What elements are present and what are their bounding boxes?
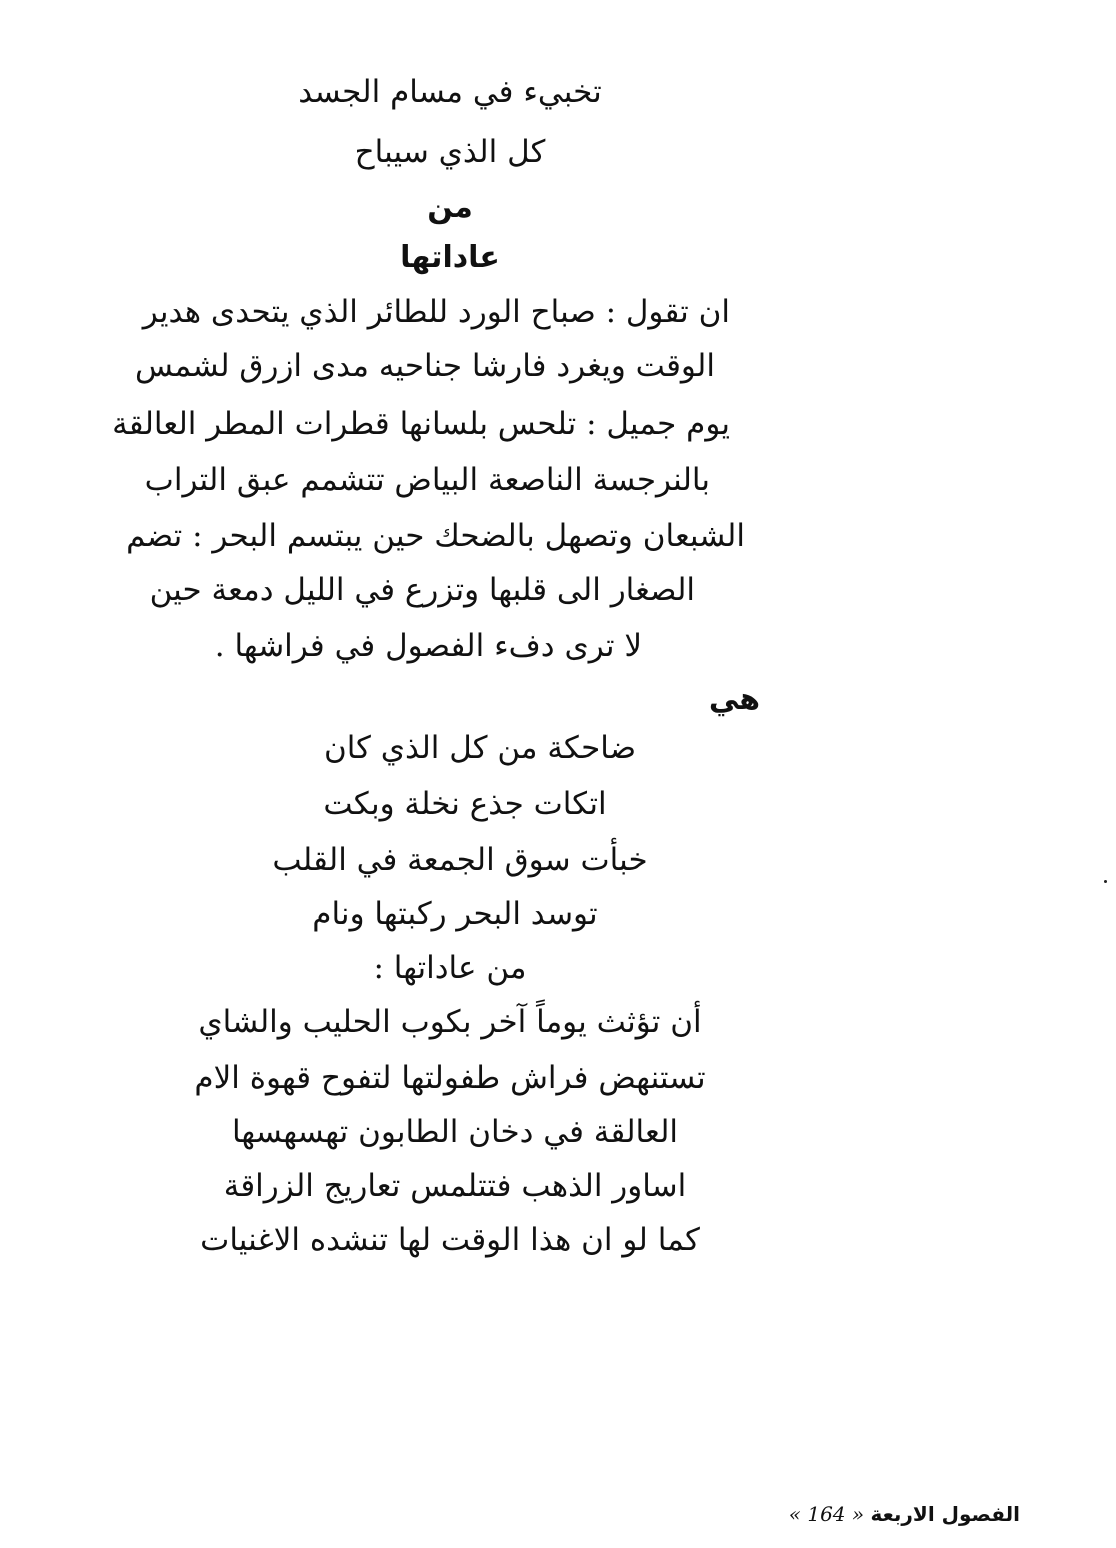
paragraph-line-7: لا ترى دفء الفصول في فراشها .	[214, 628, 642, 664]
stanza1-line-1: تخبيء في مسام الجسد	[298, 74, 602, 110]
paragraph-line-1: ان تقول : صباح الورد للطائر الذي يتحدى هدير	[142, 294, 730, 330]
stanza1-line-2: كل الذي سيباح	[354, 134, 546, 170]
stanza2-line-10: كما لو ان هذا الوقت لها تنشده الاغنيات	[200, 1222, 700, 1258]
stanza2-line-1: ضاحكة من كل الذي كان	[323, 730, 637, 766]
page-footer	[780, 1502, 1020, 1526]
stanza2-line-9: اساور الذهب فتتلمس تعاريج الزراقة	[223, 1168, 687, 1204]
paragraph-line-5: الشبعان وتصهل بالضحك حين يبتسم البحر : تضم	[126, 518, 745, 554]
stanza2-line-5: من عاداتها :	[373, 950, 527, 986]
paragraph-line-2: الوقت ويغرد فارشا جناحيه مدى ازرق لشمس	[135, 348, 715, 384]
paragraph-line-3: يوم جميل : تلحس بلسانها قطرات المطر العالقة	[112, 406, 730, 442]
footer-book-title: الفصول الاربعة	[870, 1502, 1020, 1526]
stanza2-line-7: تستنهض فراش طفولتها لتفوح قهوة الام	[194, 1060, 706, 1096]
stray-dot-mark	[1104, 880, 1107, 883]
stanza2-line-6: أن تؤثث يوماً آخر بكوب الحليب والشاي	[198, 1004, 702, 1040]
paragraph-line-4: بالنرجسة الناصعة البياض تتشمم عبق التراب	[144, 462, 710, 498]
heading-aadatiha: عاداتها	[400, 240, 500, 275]
stanza2-line-8: العالقة في دخان الطابون تهسهسها	[231, 1114, 679, 1150]
paragraph-line-6: الصغار الى قلبها وتزرع في الليل دمعة حين	[149, 572, 695, 608]
heading-hiya: هي	[708, 682, 760, 717]
stanza2-line-3: خبأت سوق الجمعة في القلب	[272, 842, 648, 878]
stanza2-line-2: اتكات جذع نخلة وبكت	[323, 786, 607, 822]
footer-page-number: « 164 »	[788, 1502, 865, 1526]
heading-min: من	[427, 190, 473, 225]
stanza2-line-4: توسد البحر ركبتها ونام	[312, 896, 598, 932]
